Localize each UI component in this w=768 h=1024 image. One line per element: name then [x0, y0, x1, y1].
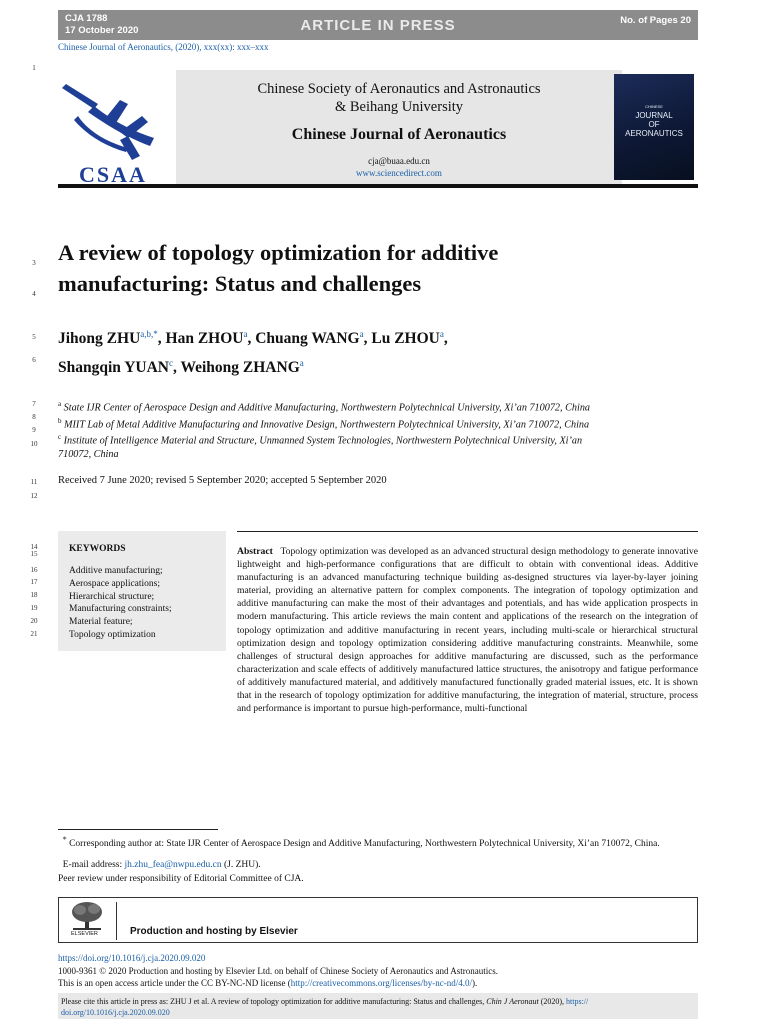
- author-name: Han ZHOU: [165, 330, 244, 348]
- affiliation: $^c$ Institute of Intelligence Material and Structure, Unmanned System Technologies, Northwestern Polytechnical University, Xi’an: [58, 433, 583, 447]
- line-number: 14: [30, 543, 38, 551]
- keywords-box: [58, 531, 226, 651]
- cover-title: CHINESE JOURNAL OF AERONAUTICS: [625, 104, 683, 138]
- author-affil-mark[interactable]: a: [299, 358, 304, 369]
- keyword-item: Material feature;: [69, 617, 133, 628]
- author-name: Chuang WANG: [255, 330, 360, 348]
- line-number: 4: [32, 290, 36, 298]
- line-number: 15: [30, 550, 38, 558]
- author-email-link[interactable]: jh.zhu_fea@nwpu.edu.cn: [124, 860, 222, 870]
- elsevier-box: [58, 897, 698, 943]
- keyword-item: Manufacturing constraints;: [69, 604, 172, 615]
- elsevier-divider: [116, 902, 117, 940]
- abstract: [237, 545, 698, 715]
- society-name-line1: Chinese Society of Aeronautics and Astronautics: [257, 81, 541, 97]
- corresponding-footnote: * Corresponding author at: State IJR Center of Aerospace Design and Additive Manufacturing, Northwestern Polytechnical University, Xi’an 710072, China.: [62, 835, 660, 850]
- elsevier-label: ELSEVIER: [71, 931, 98, 937]
- article-id: CJA 1788: [65, 13, 108, 24]
- affiliation: 710072, China: [58, 448, 119, 460]
- affiliation: $^b$ MIIT Lab of Metal Additive Manufacturing and Innovative Design, Northwestern Polytechnical University, Xi’an 710072, China: [58, 416, 590, 430]
- header-rule: [58, 184, 698, 188]
- author-name: Weihong ZHANG: [180, 359, 300, 377]
- line-number: 19: [30, 604, 38, 612]
- line-number: 20: [30, 617, 38, 625]
- footnote-rule: [58, 829, 218, 830]
- line-number: 8: [32, 413, 36, 421]
- line-number: 11: [30, 478, 38, 486]
- copyright: 1000-9361 © 2020 Production and hosting by Elsevier Ltd. on behalf of Chinese Society of Aeronautics and Astronautics.: [58, 966, 499, 976]
- elsevier-tree-icon: [69, 901, 105, 931]
- author-affil-mark[interactable]: a: [359, 329, 364, 339]
- doi-link[interactable]: https://doi.org/10.1016/j.cja.2020.09.020: [58, 953, 206, 963]
- license-line: This is an open access article under the CC BY-NC-ND license (http://creativecommons.org/licenses/by-nc-nd/4.0/).: [58, 978, 478, 988]
- journal-email[interactable]: cja@buaa.edu.cn: [368, 156, 430, 166]
- keyword-item: Additive manufacturing;: [69, 566, 163, 576]
- author-name: Lu ZHOU: [371, 330, 440, 348]
- keyword-item: Topology optimization: [69, 630, 156, 640]
- article-date: 17 October 2020: [65, 25, 139, 36]
- cite-doi-link-cont[interactable]: doi.org/10.1016/j.cja.2020.09.020: [61, 1008, 170, 1017]
- author-list: Jihong $ZHU^{a,b,*}$, Han ZHOU$^a$, Chuang WANG$^a$, Lu ZHOU$^a$, Shangqin YUAN$^c$, Weihong ZHANG$^a$: [58, 329, 448, 377]
- line-number: 5: [32, 333, 36, 341]
- keyword-item: Aerospace applications;: [69, 578, 161, 589]
- article-status: ARTICLE IN PRESS: [300, 17, 456, 34]
- copyright-block: [58, 965, 498, 989]
- abstract-rule: [237, 531, 698, 532]
- line-number: 1: [32, 64, 36, 72]
- journal-cover-image: [614, 74, 694, 180]
- email-footnote: E-mail address: jh.zhu_fea@nwpu.edu.cn (J. ZHU).: [62, 860, 261, 870]
- line-number: 17: [30, 578, 38, 586]
- journal-name: Chinese Journal of Aeronautics: [291, 126, 507, 143]
- line-number: 6: [32, 356, 36, 364]
- author-affil-mark[interactable]: a: [439, 329, 444, 339]
- peer-review-note: Peer review under responsibility of Editorial Committee of CJA.: [58, 874, 304, 884]
- top-status-bar: [58, 10, 698, 40]
- line-number: 21: [30, 630, 38, 638]
- line-number: 7: [32, 400, 36, 408]
- journal-website-link[interactable]: www.sciencedirect.com: [356, 168, 442, 178]
- line-number: 10: [30, 440, 38, 448]
- elsevier-hosting: Production and hosting by Elsevier: [130, 926, 298, 937]
- line-number: 12: [30, 492, 38, 500]
- society-name-line2: & Beihang University: [334, 99, 464, 115]
- article-title: A review of topology optimization for additive manufacturing: Status and challenges: [58, 240, 499, 296]
- page-count: No. of Pages 20: [620, 15, 691, 26]
- keyword-item: Hierarchical structure;: [69, 591, 155, 602]
- license-link[interactable]: http://creativecommons.org/licenses/by-nc-nd/4.0/: [290, 978, 472, 988]
- line-number: 9: [32, 426, 36, 434]
- cite-doi-link[interactable]: https://: [566, 997, 589, 1006]
- line-number: 3: [32, 259, 36, 267]
- author-affil-mark[interactable]: a: [243, 329, 248, 339]
- author-name: Jihong ZHU: [58, 330, 141, 348]
- abstract-heading: Abstract: [237, 546, 273, 557]
- received-dates: Received 7 June 2020; revised 5 September 2020; accepted 5 September 2020: [58, 475, 387, 486]
- author-name: Shangqin YUAN: [58, 359, 169, 377]
- affiliations: [58, 398, 703, 461]
- csaa-logo-text: CSAA: [79, 162, 147, 184]
- author-affil-mark[interactable]: a,b,*: [140, 329, 158, 339]
- line-number: 18: [30, 591, 38, 599]
- author-affil-mark[interactable]: c: [168, 358, 173, 369]
- keywords-heading: KEYWORDS: [69, 544, 126, 554]
- affiliation: $^a$ State IJR Center of Aerospace Design and Additive Manufacturing, Northwestern Polytechnical University, Xi’an 710072, China: [58, 400, 591, 414]
- cite-box: Please cite this article in press as: ZHU J et al. A review of topology optimization for additive manufacturing: Status and challenges, Chin J Aeronaut (2020), https:// doi.org/10.1016/j.cja.2020.09.020: [58, 993, 698, 1019]
- csaa-logo-icon: [58, 76, 168, 184]
- journal-citation-line[interactable]: Chinese Journal of Aeronautics, (2020), xxx(xx): xxx–xxx: [58, 42, 269, 52]
- line-number: 16: [30, 566, 38, 574]
- journal-header: [58, 70, 698, 186]
- abstract-text: Topology optimization was developed as an advanced structural design methodology to generate innovative lightweight and high-performance configurations that are difficult to obtain with conventional ideas. Additive manufacturing is an advanced manufacturing technique building as-designed structures via layer-by-layer joining material, providing an alternative pattern for complex components. The integration of topology optimization and additive manufacturing can make the most of their advantages and potentials, and has wide application prospects in modern manufacturing. This article reviews the main content and applications of the research on the integration of topology optimization and additive manufacturing in recent years, including multi-scale or hierarchical structural optimization design and topology optimization considering additive manufacturing constraints. Meanwhile, some challenges of structural design approaches for additive manufacturing are discussed, such as the performance characterization and scale effects of additively manufactured lattice structures, the anisotropy and fatigue performance of additively manufactured material, and additively manufactured functionally graded material issues, etc. It is shown that in the research of topology optimization for additive manufacturing, the integration of material, structure, process and performance is important to pursue high-performance, multi-functional: [237, 546, 698, 715]
